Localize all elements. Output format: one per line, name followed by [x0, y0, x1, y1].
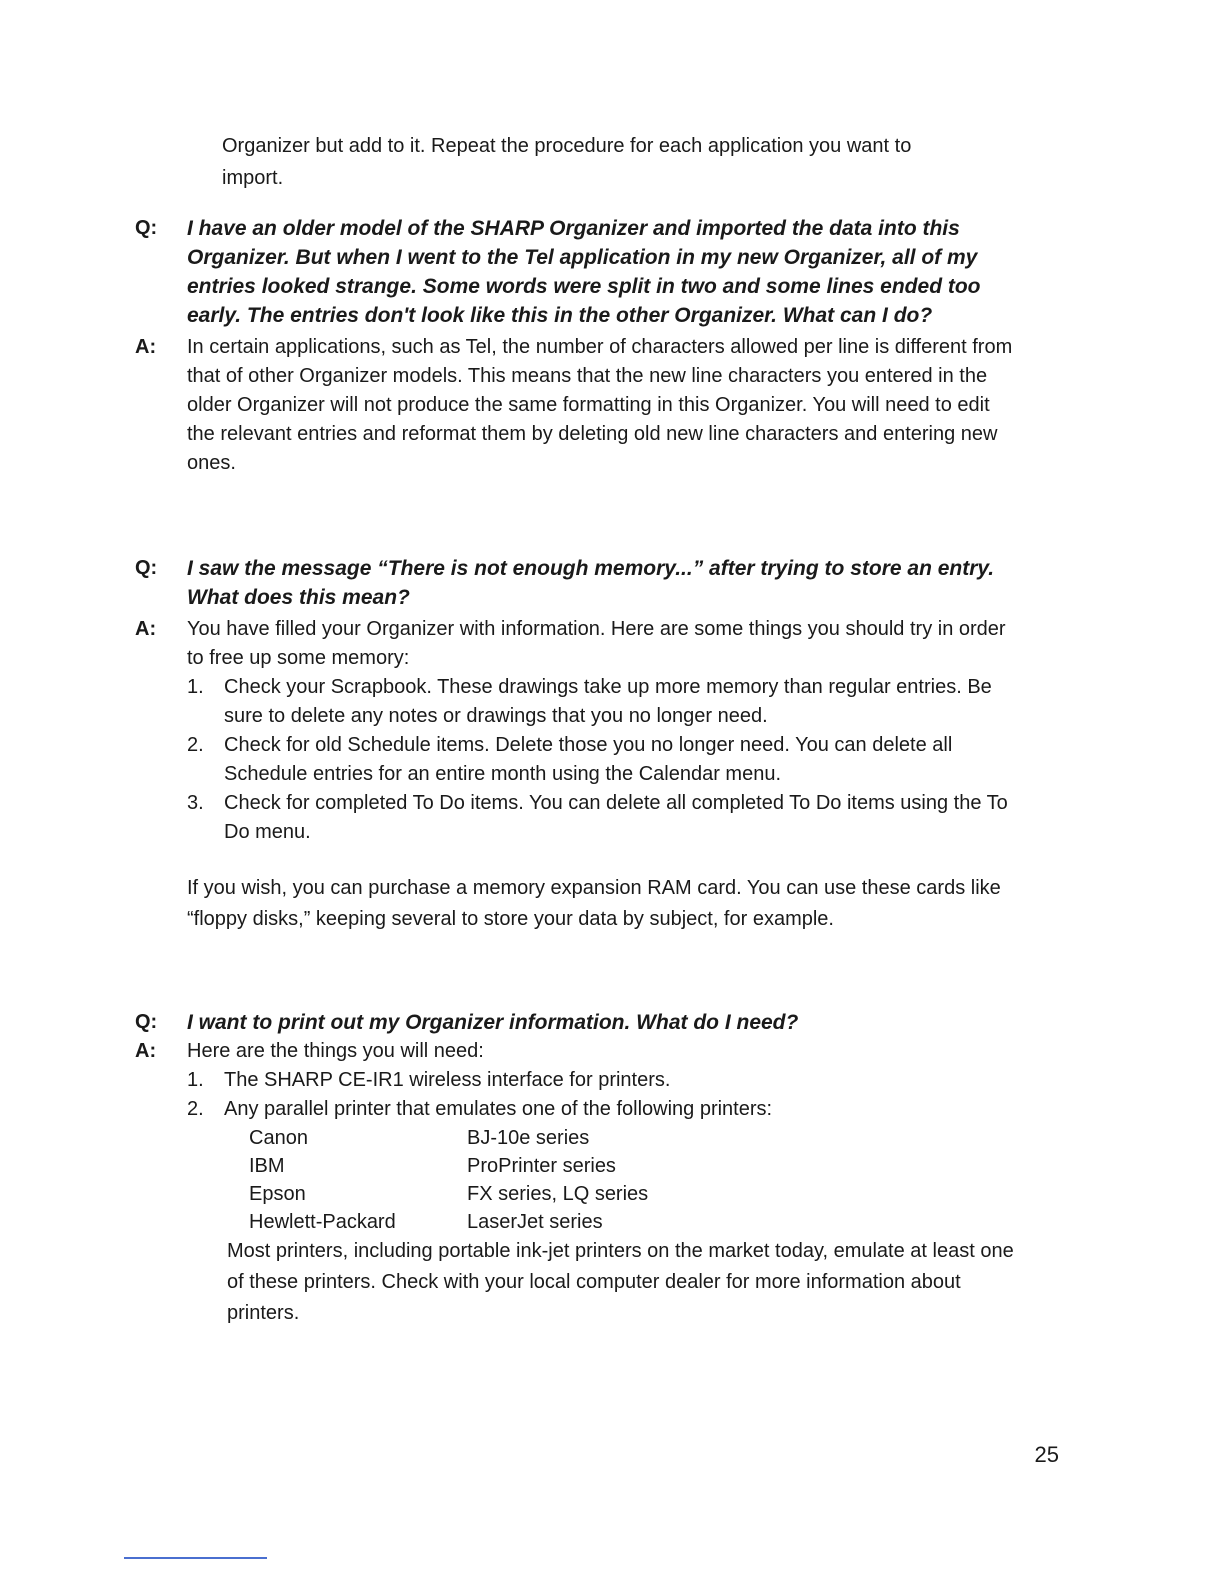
- list-item-text: Check for old Schedule items. Delete those you no longer need. You can delete all Schedule entries for an entire month using the Calendar menu.: [224, 734, 953, 785]
- list-item-text: Check your Scrapbook. These drawings take up more memory than regular entries. Be sure to delete any notes or drawings that you no longer need.: [224, 676, 992, 727]
- table-row: [249, 1124, 648, 1152]
- question-marker: Q:: [135, 1011, 158, 1033]
- question-text: I saw the message “There is not enough memory...” after trying to store an entry. What does this mean?: [187, 557, 995, 609]
- list-item: [187, 1066, 1015, 1095]
- faq-item-formatting: [135, 214, 1015, 478]
- list-item: [187, 673, 1015, 731]
- printer-series: FX series, LQ series: [467, 1183, 649, 1205]
- table-row: [249, 1152, 648, 1180]
- list-item-number: 1.: [187, 676, 204, 698]
- answer-text: You have filled your Organizer with information. Here are some things you should try in order to free up some memory:: [187, 618, 1006, 669]
- page-number: 25: [1034, 1442, 1059, 1467]
- answer-text: Here are the things you will need:: [187, 1040, 484, 1062]
- answer-body: [187, 1037, 1015, 1329]
- printer-table-wrap: [187, 1124, 1015, 1236]
- answer-row: [135, 615, 1015, 935]
- answer-text: In certain applications, such as Tel, the number of characters allowed per line is different from that of other Organizer models. This means that the new line characters you entered in the older Organizer will not produce the same formatting in this Organizer. You will need to edit the relevant entries and reformat them by deleting old new line characters and entering new ones.: [187, 336, 1013, 474]
- question-text: I have an older model of the SHARP Organizer and imported the data into this Organizer. But when I went to the Tel application in my new Organizer, all of my entries looked strange. Some words were split in two and some lines ended too early. The entries don't look like this in the other Organizer. What can I do?: [187, 217, 981, 327]
- printer-series: ProPrinter series: [467, 1155, 616, 1177]
- question-marker: Q:: [135, 557, 158, 579]
- answer-marker: A:: [135, 618, 157, 640]
- printer-brand: Epson: [249, 1183, 306, 1205]
- list-item: [187, 731, 1015, 789]
- question-text: I want to print out my Organizer information. What do I need?: [187, 1011, 799, 1034]
- question-row: [135, 554, 1015, 612]
- list-item-number: 2.: [187, 734, 204, 756]
- faq-item-memory: [135, 554, 1015, 935]
- footer-rule: [124, 1557, 267, 1559]
- printing-steps-list: [187, 1066, 1015, 1124]
- table-row: [249, 1180, 648, 1208]
- printer-series: BJ-10e series: [467, 1127, 590, 1149]
- list-item-number: 2.: [187, 1098, 204, 1120]
- list-item-text: The SHARP CE-IR1 wireless interface for printers.: [224, 1069, 671, 1091]
- question-marker: Q:: [135, 217, 158, 239]
- list-item-text: Any parallel printer that emulates one of the following printers:: [224, 1098, 773, 1120]
- printer-brand: IBM: [249, 1155, 285, 1177]
- question-row: [135, 1008, 1015, 1037]
- table-row: [249, 1208, 648, 1236]
- ram-card-note: If you wish, you can purchase a memory expansion RAM card. You can use these cards like “floppy disks,” keeping several to store your data by subject, for example.: [187, 877, 1001, 930]
- printer-brand: Hewlett-Packard: [249, 1211, 396, 1233]
- answer-marker: A:: [135, 1040, 157, 1062]
- printer-compatibility-table: [249, 1124, 648, 1236]
- printer-brand: Canon: [249, 1127, 308, 1149]
- faq-item-printing: [135, 1008, 1015, 1329]
- answer-row: [135, 333, 1015, 478]
- question-row: [135, 214, 1015, 330]
- answer-body: [187, 615, 1015, 935]
- intro-paragraph: Organizer but add to it. Repeat the procedure for each application you want to import.: [222, 135, 912, 189]
- answer-row: [135, 1037, 1015, 1329]
- list-item-number: 3.: [187, 792, 204, 814]
- list-item: [187, 789, 1015, 847]
- printer-emulation-note: Most printers, including portable ink-jet printers on the market today, emulate at least one of these printers. Check with your local computer dealer for more information about printers.: [227, 1240, 1014, 1324]
- printer-series: LaserJet series: [467, 1211, 603, 1233]
- memory-steps-list: [187, 673, 1015, 847]
- list-item: [187, 1095, 1015, 1124]
- answer-marker: A:: [135, 336, 157, 358]
- list-item-text: Check for completed To Do items. You can delete all completed To Do items using the To Do menu.: [224, 792, 1008, 843]
- list-item-number: 1.: [187, 1069, 204, 1091]
